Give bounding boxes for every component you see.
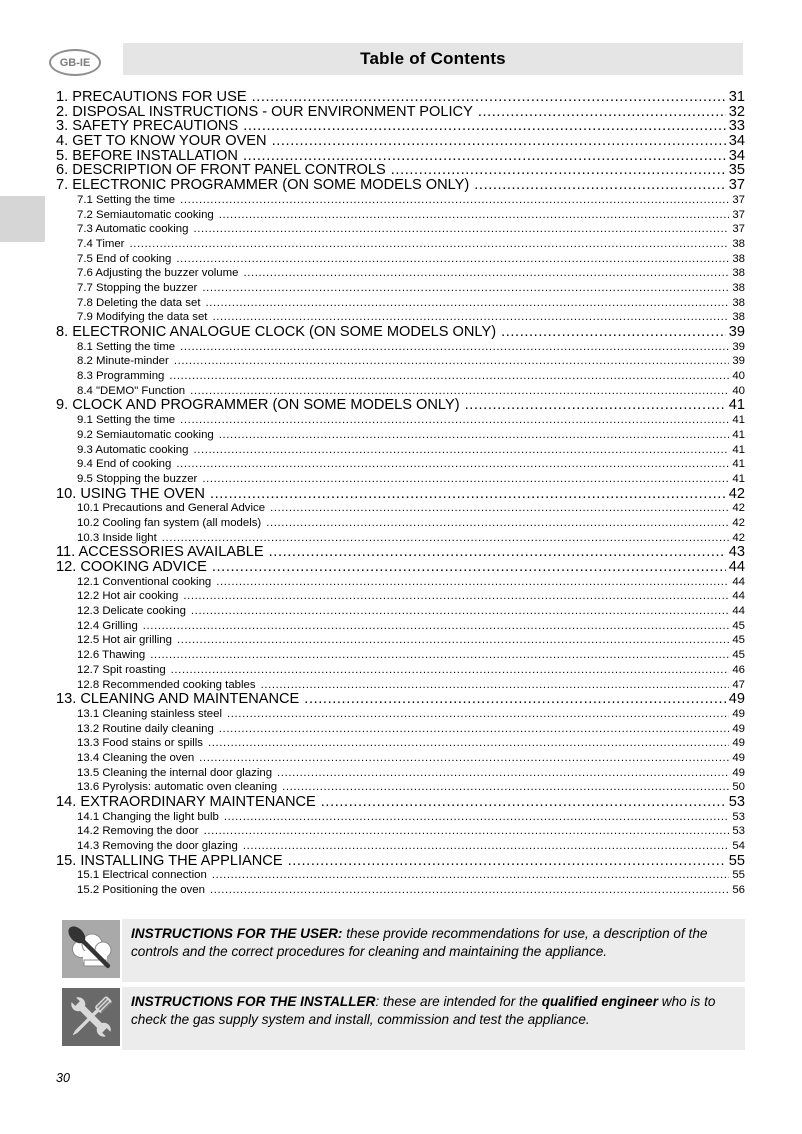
- toc-entry-page: 44: [732, 575, 745, 588]
- toc-leader-dots: [219, 428, 730, 443]
- toc-entry-label: 7.9 Modifying the data set: [77, 311, 208, 324]
- toc-entry-page: 49: [732, 737, 745, 750]
- toc-entry-page: 31: [728, 89, 745, 105]
- toc-entry-page: 49: [732, 707, 745, 720]
- toc-entry-label: 12.2 Hot air cooking: [77, 590, 179, 603]
- toc-entry-page: 40: [732, 370, 745, 383]
- toc-entry-label: 7.4 Timer: [77, 237, 125, 250]
- toc-leader-dots: [252, 90, 726, 105]
- toc-entry-label: 13.3 Food stains or spills: [77, 737, 203, 750]
- toc-entry: [56, 516, 745, 531]
- toc-entry: [56, 281, 745, 296]
- toc-leader-dots: [212, 868, 730, 883]
- toc-entry-label: 12.4 Grilling: [77, 619, 138, 632]
- toc-leader-dots: [171, 663, 730, 678]
- toc-entry-page: 45: [732, 649, 745, 662]
- toc-entry-page: 35: [728, 162, 745, 179]
- toc-entry: [56, 413, 745, 428]
- toc-leader-dots: [199, 751, 729, 766]
- toc-entry-label: 2. DISPOSAL INSTRUCTIONS - OUR ENVIRONMENT POLICY: [56, 103, 473, 120]
- toc-entry-page: 44: [732, 605, 745, 618]
- toc-entry-page: 42: [732, 516, 745, 529]
- toc-entry: [56, 722, 745, 737]
- toc-leader-dots: [219, 722, 730, 737]
- toc-entry: [56, 252, 745, 267]
- toc-entry: [56, 692, 745, 707]
- toc-leader-dots: [193, 222, 729, 237]
- toc-entry: [56, 531, 745, 546]
- note-installer-bold: qualified engineer: [541, 994, 659, 1009]
- toc-entry-page: 40: [732, 384, 745, 397]
- toc-leader-dots: [210, 883, 729, 898]
- toc-leader-dots: [391, 163, 726, 178]
- toc-entry: [56, 369, 745, 384]
- toc-entry-label: 7.8 Deleting the data set: [77, 296, 201, 309]
- toc-entry-page: 55: [728, 852, 745, 869]
- toc-entry-label: 7.6 Adjusting the buzzer volume: [77, 267, 239, 280]
- toc-entry: [56, 310, 745, 325]
- toc-entry: [56, 149, 745, 164]
- toc-entry-label: 10. USING THE OVEN: [56, 485, 205, 502]
- toc-entry-label: 13.4 Cleaning the oven: [77, 751, 195, 764]
- toc-entry: [56, 105, 745, 120]
- toc-entry: [56, 443, 745, 458]
- toc-leader-dots: [176, 457, 729, 472]
- toc-entry-label: 6. DESCRIPTION OF FRONT PANEL CONTROLS: [56, 162, 386, 179]
- toc-entry-label: 7.7 Stopping the buzzer: [77, 281, 198, 294]
- toc-entry-page: 41: [732, 428, 745, 441]
- toc-leader-dots: [261, 678, 730, 693]
- toc-entry: [56, 854, 745, 869]
- toc-entry-label: 9.1 Setting the time: [77, 414, 176, 427]
- toc-leader-dots: [202, 281, 729, 296]
- toc-entry: [56, 795, 745, 810]
- toc-leader-dots: [269, 545, 726, 560]
- toc-entry-label: 15.1 Electrical connection: [77, 869, 207, 882]
- toc-entry-page: 38: [732, 237, 745, 250]
- toc-entry-label: 9.5 Stopping the buzzer: [77, 472, 198, 485]
- toc-leader-dots: [304, 692, 725, 707]
- toc-entry-label: 12.6 Thawing: [77, 649, 146, 662]
- note-installer-body: : these are intended for the: [375, 994, 542, 1009]
- toc-entry: [56, 575, 745, 590]
- toc-entry-page: 45: [732, 619, 745, 632]
- toc-entry: [56, 237, 745, 252]
- toc-entry-label: 8.3 Programming: [77, 370, 165, 383]
- toc-leader-dots: [205, 296, 729, 311]
- toc-entry: [56, 296, 745, 311]
- toc-leader-dots: [243, 149, 726, 164]
- note-user-lead: INSTRUCTIONS FOR THE USER:: [131, 926, 343, 941]
- toc-entry-page: 37: [728, 177, 745, 194]
- toc-leader-dots: [501, 325, 726, 340]
- toc-entry-page: 41: [728, 397, 745, 414]
- toc-entry: [56, 678, 745, 693]
- toc-leader-dots: [243, 839, 729, 854]
- toc-entry-page: 38: [732, 311, 745, 324]
- toc-entry: [56, 501, 745, 516]
- toc-entry: [56, 707, 745, 722]
- toc-leader-dots: [208, 736, 729, 751]
- toc-entry: [56, 883, 745, 898]
- toc-entry: [56, 163, 745, 178]
- toc-entry-page: 34: [728, 133, 745, 150]
- note-installer-lead: INSTRUCTIONS FOR THE INSTALLER: [131, 994, 376, 1009]
- toc-entry: [56, 178, 745, 193]
- toc-entry: [56, 619, 745, 634]
- toc-entry-page: 49: [732, 766, 745, 779]
- toc-entry-label: 8.2 Minute-minder: [77, 355, 169, 368]
- toc-entry-page: 38: [732, 267, 745, 280]
- toc-entry-label: 4. GET TO KNOW YOUR OVEN: [56, 133, 267, 150]
- toc-entry-page: 53: [732, 810, 745, 823]
- toc-entry-page: 46: [732, 663, 745, 676]
- toc-entry-label: 14.2 Removing the door: [77, 825, 199, 838]
- toc-leader-dots: [193, 443, 729, 458]
- toc-entry-page: 44: [728, 559, 745, 575]
- toc-leader-dots: [212, 560, 726, 575]
- toc-leader-dots: [169, 369, 729, 384]
- country-code-label: GB-IE: [59, 56, 91, 69]
- toc-entry-label: 14.3 Removing the door glazing: [77, 840, 238, 853]
- toc-entry: [56, 384, 745, 399]
- page-title: Table of Contents: [360, 49, 506, 68]
- toc-leader-dots: [227, 707, 729, 722]
- wrench-screwdriver-icon: [62, 988, 120, 1046]
- toc-entry-label: 7. ELECTRONIC PROGRAMMER (ON SOME MODELS ONLY): [56, 177, 470, 194]
- toc-leader-dots: [204, 824, 730, 839]
- toc-entry: [56, 589, 745, 604]
- toc-entry-label: 12.1 Conventional cooking: [77, 575, 212, 588]
- toc-entry-page: 41: [732, 472, 745, 485]
- toc-entry-page: 32: [728, 103, 745, 120]
- toc-entry-label: 10.1 Precautions and General Advice: [77, 502, 266, 515]
- toc-entry: [56, 472, 745, 487]
- toc-leader-dots: [474, 178, 725, 193]
- toc-entry: [56, 354, 745, 369]
- toc-entry-label: 13.6 Pyrolysis: automatic oven cleaning: [77, 781, 278, 794]
- toc-entry: [56, 545, 745, 560]
- toc-leader-dots: [277, 766, 729, 781]
- toc-leader-dots: [288, 854, 726, 869]
- toc-entry: [56, 736, 745, 751]
- toc-leader-dots: [224, 810, 729, 825]
- toc-leader-dots: [202, 472, 729, 487]
- toc-entry-page: 54: [732, 840, 745, 853]
- toc-entry: [56, 766, 745, 781]
- toc-entry-label: 8.1 Setting the time: [77, 340, 176, 353]
- toc-entry-page: 55: [732, 869, 745, 882]
- toc-entry-page: 39: [728, 324, 745, 340]
- toc-entry-label: 9.3 Automatic cooking: [77, 443, 189, 456]
- toc-entry: [56, 868, 745, 883]
- toc-entry-label: 14.1 Changing the light bulb: [77, 810, 219, 823]
- toc-entry: [56, 824, 745, 839]
- note-installer-text: [122, 987, 745, 1050]
- toc-entry-page: 56: [732, 884, 745, 897]
- toc-entry: [56, 604, 745, 619]
- toc-entry-page: 53: [728, 794, 745, 810]
- toc-entry-label: 13.5 Cleaning the internal door glazing: [77, 766, 273, 779]
- toc-entry-label: 15. INSTALLING THE APPLIANCE: [56, 852, 283, 869]
- toc-entry-page: 38: [732, 252, 745, 265]
- toc-leader-dots: [282, 780, 729, 795]
- toc-entry-label: 9. CLOCK AND PROGRAMMER (ON SOME MODELS ONLY): [56, 397, 460, 414]
- toc-entry-label: 13.1 Cleaning stainless steel: [77, 707, 223, 720]
- toc-leader-dots: [129, 237, 729, 252]
- toc-entry-page: 47: [732, 678, 745, 691]
- toc-entry-page: 41: [732, 414, 745, 427]
- toc-entry-label: 8.4 "DEMO" Function: [77, 384, 186, 397]
- note-installer-tail: who is to check the gas supply system and install, commission and test the appliance.: [131, 994, 716, 1027]
- toc-entry-label: 12.3 Delicate cooking: [77, 605, 186, 618]
- toc-leader-dots: [212, 310, 729, 325]
- toc-entry-label: 12.8 Recommended cooking tables: [77, 678, 256, 691]
- toc-entry: [56, 633, 745, 648]
- toc-entry: [56, 663, 745, 678]
- toc-entry-page: 39: [732, 340, 745, 353]
- toc-entry-page: 42: [732, 531, 745, 544]
- toc-entry-page: 38: [732, 281, 745, 294]
- page-title-bar: [123, 43, 743, 75]
- toc-entry: [56, 193, 745, 208]
- toc-entry-page: 38: [732, 296, 745, 309]
- toc-leader-dots: [210, 487, 726, 502]
- country-code-badge: [49, 49, 101, 76]
- toc-entry-page: 37: [732, 208, 745, 221]
- toc-entry-label: 7.3 Automatic cooking: [77, 223, 189, 236]
- toc-entry-label: 9.4 End of cooking: [77, 458, 172, 471]
- toc-entry-label: 13. CLEANING AND MAINTENANCE: [56, 691, 300, 708]
- toc-entry: [56, 398, 745, 413]
- toc-entry-page: 33: [728, 118, 745, 135]
- toc-leader-dots: [190, 384, 729, 399]
- toc-entry: [56, 839, 745, 854]
- toc-entry: [56, 208, 745, 223]
- toc-entry-label: 11. ACCESSORIES AVAILABLE: [56, 544, 264, 561]
- chef-hat-spoon-icon: [62, 920, 120, 978]
- toc-entry: [56, 810, 745, 825]
- toc-entry: [56, 325, 745, 340]
- toc-leader-dots: [180, 413, 729, 428]
- toc-entry-label: 1. PRECAUTIONS FOR USE: [56, 89, 247, 105]
- note-user-body: these provide recommendations for use, a description of the controls and the correct procedures for cleaning and maintaining the appliance.: [131, 926, 708, 959]
- toc-entry-page: 42: [732, 502, 745, 515]
- toc-entry-page: 49: [728, 691, 745, 708]
- toc-entry: [56, 457, 745, 472]
- toc-entry: [56, 428, 745, 443]
- toc-leader-dots: [174, 354, 730, 369]
- toc-entry-label: 12.7 Spit roasting: [77, 663, 166, 676]
- toc-entry-page: 34: [728, 147, 745, 164]
- toc-leader-dots: [177, 633, 729, 648]
- toc-leader-dots: [162, 531, 730, 546]
- section-edge-tab: [0, 196, 45, 242]
- toc-entry-label: 7.2 Semiautomatic cooking: [77, 208, 214, 221]
- toc-entry-page: 49: [732, 722, 745, 735]
- toc-entry-label: 8. ELECTRONIC ANALOGUE CLOCK (ON SOME MODELS ONLY): [56, 324, 497, 340]
- toc-leader-dots: [180, 193, 729, 208]
- toc-leader-dots: [180, 340, 729, 355]
- toc-leader-dots: [465, 398, 726, 413]
- toc-entry: [56, 119, 745, 134]
- toc-leader-dots: [270, 501, 729, 516]
- toc-entry: [56, 487, 745, 502]
- toc-leader-dots: [176, 252, 729, 267]
- toc-entry: [56, 648, 745, 663]
- toc-entry-page: 43: [728, 544, 745, 561]
- toc-entry-page: 41: [732, 443, 745, 456]
- toc-leader-dots: [243, 119, 726, 134]
- page-number: 30: [56, 1071, 70, 1085]
- toc-entry: [56, 751, 745, 766]
- toc-entry-page: 53: [732, 825, 745, 838]
- toc-entry-label: 12. COOKING ADVICE: [56, 559, 207, 575]
- toc-entry: [56, 340, 745, 355]
- toc-entry-page: 37: [732, 223, 745, 236]
- toc-entry-label: 12.5 Hot air grilling: [77, 634, 172, 647]
- toc-entry-page: 41: [732, 458, 745, 471]
- toc-entry-page: 49: [732, 751, 745, 764]
- table-of-contents: [56, 90, 745, 898]
- toc-leader-dots: [243, 266, 729, 281]
- toc-leader-dots: [191, 604, 729, 619]
- toc-entry-label: 15.2 Positioning the oven: [77, 884, 205, 897]
- toc-leader-dots: [216, 575, 729, 590]
- note-user-text: [122, 919, 745, 982]
- toc-entry-label: 7.1 Setting the time: [77, 193, 176, 206]
- toc-entry-page: 50: [732, 781, 745, 794]
- toc-leader-dots: [478, 105, 726, 120]
- toc-entry-label: 14. EXTRAORDINARY MAINTENANCE: [56, 794, 316, 810]
- toc-entry: [56, 780, 745, 795]
- toc-entry: [56, 560, 745, 575]
- toc-entry-label: 3. SAFETY PRECAUTIONS: [56, 118, 239, 135]
- toc-entry: [56, 222, 745, 237]
- toc-leader-dots: [272, 134, 726, 149]
- toc-entry-page: 39: [732, 355, 745, 368]
- toc-entry-label: 13.2 Routine daily cleaning: [77, 722, 214, 735]
- toc-leader-dots: [143, 619, 730, 634]
- toc-entry-label: 7.5 End of cooking: [77, 252, 172, 265]
- toc-entry-page: 37: [732, 193, 745, 206]
- toc-entry-page: 45: [732, 634, 745, 647]
- toc-entry: [56, 134, 745, 149]
- toc-entry-label: 10.2 Cooling fan system (all models): [77, 516, 262, 529]
- toc-leader-dots: [321, 795, 726, 810]
- toc-leader-dots: [266, 516, 729, 531]
- toc-entry-label: 9.2 Semiautomatic cooking: [77, 428, 214, 441]
- toc-entry-label: 10.3 Inside light: [77, 531, 157, 544]
- toc-leader-dots: [150, 648, 729, 663]
- toc-entry-page: 42: [728, 485, 745, 502]
- toc-entry-page: 44: [732, 590, 745, 603]
- toc-entry: [56, 90, 745, 105]
- toc-leader-dots: [183, 589, 729, 604]
- toc-entry: [56, 266, 745, 281]
- toc-entry-label: 5. BEFORE INSTALLATION: [56, 147, 238, 164]
- toc-leader-dots: [219, 208, 730, 223]
